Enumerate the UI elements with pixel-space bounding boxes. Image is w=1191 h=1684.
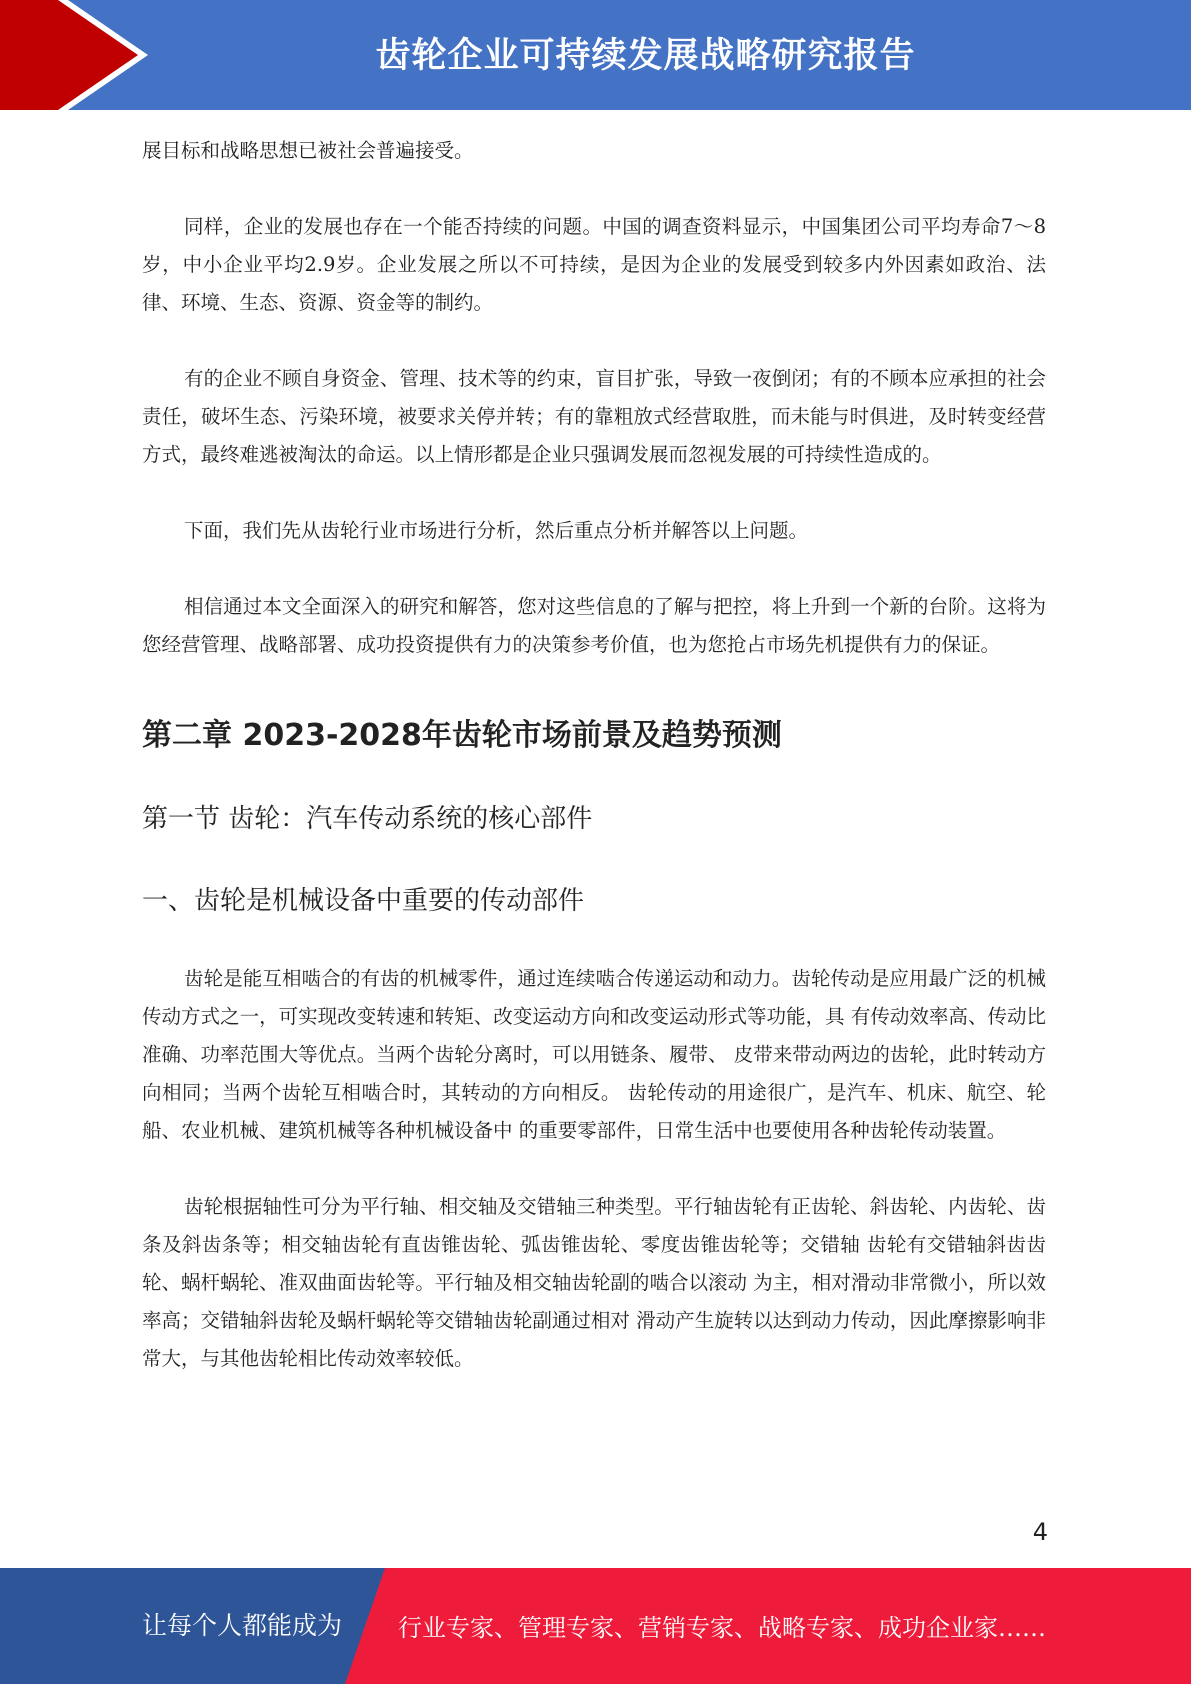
- paragraph-7: 齿轮根据轴性可分为平行轴、相交轴及交错轴三种类型。平行轴齿轮有正齿轮、斜齿轮、内齿轮、齿条及斜齿条等；相交轴齿轮有直齿锥齿轮、弧齿锥齿轮、零度齿锥齿轮等；交错轴 齿轮有交错轴斜齿齿轮、蜗杆蜗轮、准双曲面齿轮等。平行轴及相交轴齿轮副的啮合以滚动 为主，相对滑动非常微小，所以效率高；交错轴斜齿轮及蜗杆蜗轮等交错轴齿轮副通过相对 滑动产生旋转以达到动力传动，因此摩擦影响非常大，与其他齿轮相比传动效率较低。: [142, 1195, 1046, 1370]
- footer-slogan-left: 让每个人都能成为: [142, 1611, 343, 1640]
- paragraph-1: 展目标和战略思想已被社会普遍接受。: [142, 139, 474, 162]
- page-footer: [0, 1568, 1191, 1684]
- paragraph-4: 下面，我们先从齿轮行业市场进行分析，然后重点分析并解答以上问题。: [184, 519, 809, 542]
- paragraph-3: 有的企业不顾自身资金、管理、技术等的约束，盲目扩张，导致一夜倒闭；有的不顾本应承担的社会责任，破坏生态、污染环境，被要求关停并转；有的靠粗放式经营取胜，而未能与时俱进，及时转变经营方式，最终难逃被淘汰的命运。以上情形都是企业只强调发展而忽视发展的可持续性造成的。: [142, 367, 1046, 466]
- subsection-title: 一、齿轮是机械设备中重要的传动部件: [142, 886, 585, 916]
- header-arrow-decoration: [0, 0, 160, 110]
- page-content: [142, 132, 1046, 1378]
- header-title: 齿轮企业可持续发展战略研究报告: [375, 36, 916, 76]
- chapter-title: 第二章 2023-2028年齿轮市场前景及趋势预测: [142, 718, 782, 753]
- paragraph-5: 相信通过本文全面深入的研究和解答，您对这些信息的了解与把控，将上升到一个新的台阶。这将为您经营管理、战略部署、成功投资提供有力的决策参考价值，也为您抢占市场先机提供有力的保证。: [142, 595, 1046, 656]
- page-header: [0, 0, 1191, 110]
- section-title: 第一节 齿轮：汽车传动系统的核心部件: [142, 804, 593, 834]
- page-number: 4: [1032, 1518, 1048, 1546]
- paragraph-2: 同样，企业的发展也存在一个能否持续的问题。中国的调查资料显示，中国集团公司平均寿命7～8岁，中小企业平均2.9岁。企业发展之所以不可持续，是因为企业的发展受到较多内外因素如政治、法律、环境、生态、资源、资金等的制约。: [142, 215, 1046, 314]
- footer-slogan-right: 行业专家、管理专家、营销专家、战略专家、成功企业家……: [398, 1614, 1046, 1642]
- paragraph-6: 齿轮是能互相啮合的有齿的机械零件，通过连续啮合传递运动和动力。齿轮传动是应用最广泛的机械传动方式之一，可实现改变转速和转矩、改变运动方向和改变运动形式等功能，具 有传动效率高、传动比准确、功率范围大等优点。当两个齿轮分离时，可以用链条、履带、 皮带来带动两边的齿轮，此时转动方向相同；当两个齿轮互相啮合时，其转动的方向相反。 齿轮传动的用途很广，是汽车、机床、航空、轮船、农业机械、建筑机械等各种机械设备中 的重要零部件，日常生活中也要使用各种齿轮传动装置。: [142, 967, 1046, 1142]
